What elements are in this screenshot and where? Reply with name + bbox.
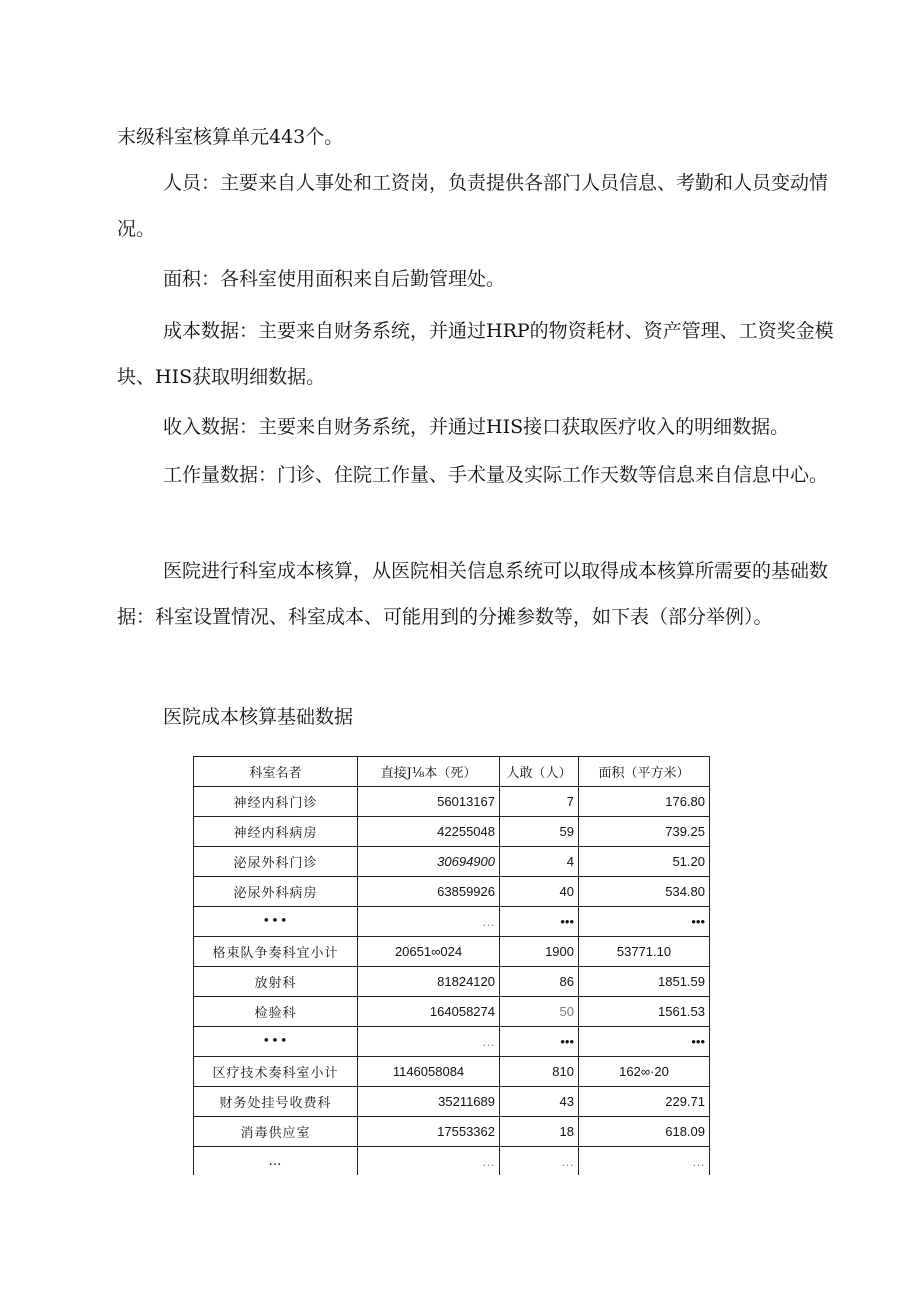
cell-dept: 检验科	[194, 997, 358, 1027]
table-row	[194, 1117, 710, 1147]
header-area: 面积（平方米）	[579, 757, 710, 787]
paragraph-workload-data: 工作量数据：门诊、住院工作量、手术量及实际工作天数等信息来自信息中心。	[163, 464, 829, 486]
cell-cost: 56013167	[358, 787, 500, 817]
paragraph-units: 末级科室核算单元443个。	[117, 126, 344, 148]
table-row	[194, 787, 710, 817]
cell-dept: 放射科	[194, 967, 358, 997]
cell-area: •••	[579, 907, 710, 937]
cell-cost: …	[358, 907, 500, 937]
cell-cost: 63859926	[358, 877, 500, 907]
cell-staff: 40	[500, 877, 579, 907]
cell-dept: 格束队争奏科宜小计	[194, 937, 358, 967]
cell-area: 53771.10	[579, 937, 710, 967]
cell-cost: 35211689	[358, 1087, 500, 1117]
cell-cost: 42255048	[358, 817, 500, 847]
cell-dept: 泌尿外科病房	[194, 877, 358, 907]
table-row	[194, 817, 710, 847]
cell-cost: 81824120	[358, 967, 500, 997]
cell-staff: 50	[500, 997, 579, 1027]
cell-dept: …	[194, 1147, 358, 1176]
cost-accounting-table	[193, 756, 710, 1175]
cell-dept: 区疗技术奏科室小计	[194, 1057, 358, 1087]
cell-area: …	[579, 1147, 710, 1176]
cell-staff: 43	[500, 1087, 579, 1117]
cell-dept: 神经内科门诊	[194, 787, 358, 817]
cell-cost: 20651∞024	[358, 937, 500, 967]
table-row	[194, 907, 710, 937]
cell-cost: 30694900	[358, 847, 500, 877]
table-row	[194, 1087, 710, 1117]
table-row	[194, 1057, 710, 1087]
cell-dept: 财务处挂号收费科	[194, 1087, 358, 1117]
cell-staff: 4	[500, 847, 579, 877]
paragraph-cost-data: 成本数据：主要来自财务系统，并通过HRP的物资耗材、资产管理、工资奖金模块、HIS获取明细数据。	[117, 320, 834, 388]
cell-cost: 164058274	[358, 997, 500, 1027]
cell-staff: •••	[500, 907, 579, 937]
header-direct-cost: 直接J⅛本（死）	[358, 757, 500, 787]
cell-dept: •••	[194, 907, 358, 937]
table-caption: 医院成本核算基础数据	[163, 706, 354, 728]
cell-area: 1561.53	[579, 997, 710, 1027]
cell-staff: 7	[500, 787, 579, 817]
cell-staff: 18	[500, 1117, 579, 1147]
table-row	[194, 1147, 710, 1176]
cell-area: •••	[579, 1027, 710, 1057]
cell-area: 176.80	[579, 787, 710, 817]
paragraph-personnel: 人员：主要来自人事处和工资岗，负责提供各部门人员信息、考勤和人员变动情况。	[117, 172, 829, 240]
cell-dept: 消毒供应室	[194, 1117, 358, 1147]
paragraph-cost-accounting: 医院进行科室成本核算，从医院相关信息系统可以取得成本核算所需要的基础数据：科室设置情况、科室成本、可能用到的分摊参数等，如下表（部分举例）。	[117, 560, 829, 628]
header-dept-name: 科室名者	[194, 757, 358, 787]
cell-cost: 17553362	[358, 1117, 500, 1147]
cell-staff: 59	[500, 817, 579, 847]
cell-area: 229.71	[579, 1087, 710, 1117]
table-row	[194, 997, 710, 1027]
cell-area: 534.80	[579, 877, 710, 907]
cell-dept: •••	[194, 1027, 358, 1057]
cell-cost: 1146058084	[358, 1057, 500, 1087]
cell-area: 51.20	[579, 847, 710, 877]
cell-dept: 神经内科病房	[194, 817, 358, 847]
cell-area: 1851.59	[579, 967, 710, 997]
cell-area: 739.25	[579, 817, 710, 847]
cell-staff: …	[500, 1147, 579, 1176]
header-staff-count: 人敢（人）	[500, 757, 579, 787]
cell-staff: 810	[500, 1057, 579, 1087]
table-row	[194, 937, 710, 967]
cell-staff: •••	[500, 1027, 579, 1057]
table-row	[194, 967, 710, 997]
paragraph-income-data: 收入数据：主要来自财务系统，并通过HIS接口获取医疗收入的明细数据。	[163, 416, 790, 438]
cell-cost: …	[358, 1147, 500, 1176]
cell-area: 618.09	[579, 1117, 710, 1147]
table-row	[194, 877, 710, 907]
cell-staff: 1900	[500, 937, 579, 967]
cell-area: 162∞·20	[579, 1057, 710, 1087]
paragraph-area: 面积：各科室使用面积来自后勤管理处。	[163, 268, 506, 290]
table-row	[194, 847, 710, 877]
cell-cost: …	[358, 1027, 500, 1057]
table-header-row	[194, 757, 710, 787]
cell-dept: 泌尿外科门诊	[194, 847, 358, 877]
table-row	[194, 1027, 710, 1057]
cell-staff: 86	[500, 967, 579, 997]
